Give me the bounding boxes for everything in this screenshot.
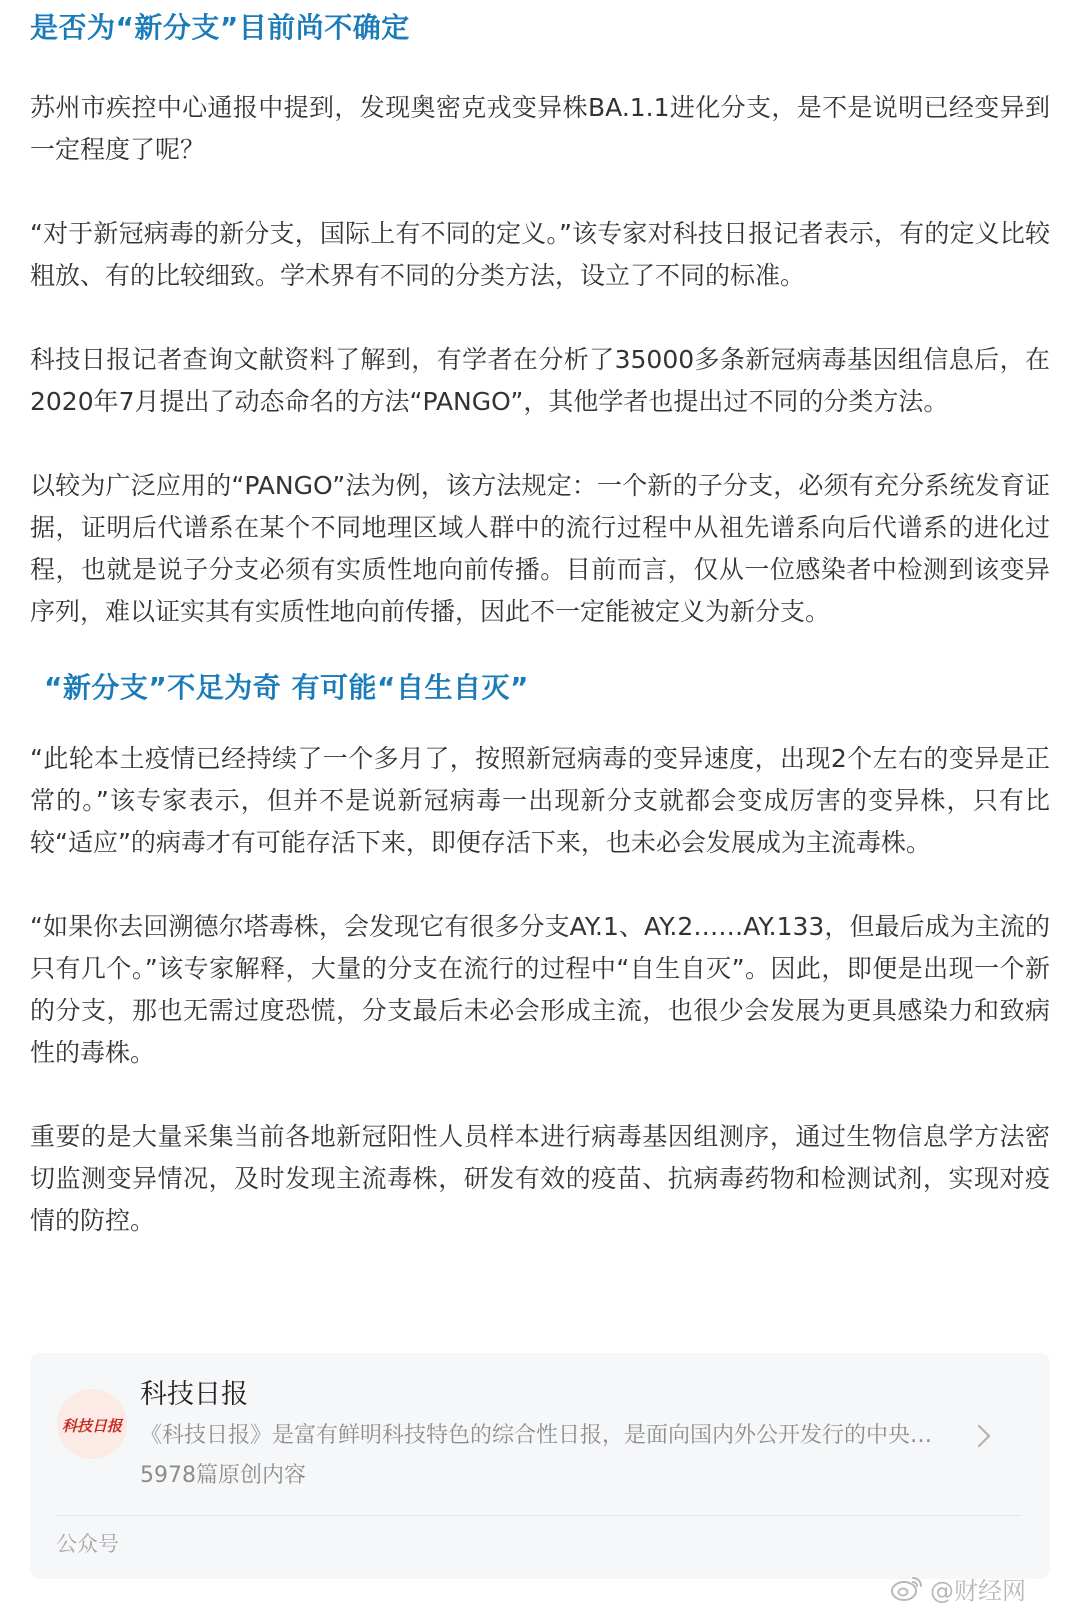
watermark	[890, 1570, 1026, 1606]
section-heading-2: “新分支”不足为奇 有可能“自生自灭”	[44, 671, 529, 704]
article-body	[30, 0, 1050, 1242]
card-divider	[56, 1515, 1022, 1516]
paragraph-5: “此轮本土疫情已经持续了一个多月了，按照新冠病毒的变异速度，出现2个左右的变异是正常的。”该专家表示，但并不是说新冠病毒一出现新分支就都会变成厉害的变异株，只有比较“适应”的病毒才有可能存活下来，即便存活下来，也未必会发展成为主流毒株。	[30, 744, 1050, 857]
account-name: 科技日报	[140, 1379, 248, 1410]
paragraph-2: “对于新冠病毒的新分支，国际上有不同的定义。”该专家对科技日报记者表示，有的定义比较粗放、有的比较细致。学术界有不同的分类方法，设立了不同的标准。	[30, 219, 1050, 290]
original-content-count: 5978篇原创内容	[140, 1463, 306, 1488]
official-account-card[interactable]	[30, 1353, 1050, 1579]
account-logo-text: 科技日报	[61, 1417, 123, 1435]
watermark-text: @财经网	[930, 1576, 1026, 1605]
paragraph-3: 科技日报记者查询文献资料了解到，有学者在分析了35000多条新冠病毒基因组信息后，在2020年7月提出了动态命名的方法“PANGO”，其他学者也提出过不同的分类方法。	[30, 345, 1050, 416]
account-description: 《科技日报》是富有鲜明科技特色的综合性日报，是面向国内外公开发行的中央…	[140, 1423, 933, 1448]
paragraph-6: “如果你去回溯德尔塔毒株，会发现它有很多分支AY.1、AY.2……AY.133，但最后成为主流的只有几个。”该专家解释，大量的分支在流行的过程中“自生自灭”。因此，即便是出现一个新的分支，那也无需过度恐慌，分支最后未必会形成主流，也很少会发展为更具感染力和致病性的毒株。	[30, 912, 1050, 1067]
account-type-label: 公众号	[56, 1532, 119, 1556]
weibo-icon	[890, 1574, 924, 1602]
paragraph-4: 以较为广泛应用的“PANGO”法为例，该方法规定：一个新的子分支，必须有充分系统发育证据，证明后代谱系在某个不同地理区域人群中的流行过程中从祖先谱系向后代谱系的进化过程，也就是说子分支必须有实质性地向前传播。目前而言，仅从一位感染者中检测到该变异序列，难以证实其有实质性地向前传播，因此不一定能被定义为新分支。	[30, 471, 1050, 626]
paragraph-1: 苏州市疾控中心通报中提到，发现奥密克戎变异株BA.1.1进化分支，是不是说明已经变异到一定程度了呢？	[30, 93, 1050, 164]
account-logo	[57, 1389, 127, 1459]
chevron-right-icon[interactable]	[976, 1423, 992, 1449]
section-heading-1: 是否为“新分支”目前尚不确定	[30, 11, 410, 44]
account-avatar	[57, 1389, 127, 1459]
paragraph-7: 重要的是大量采集当前各地新冠阳性人员样本进行病毒基因组测序，通过生物信息学方法密切监测变异情况，及时发现主流毒株，研发有效的疫苗、抗病毒药物和检测试剂，实现对疫情的防控。	[30, 1122, 1050, 1235]
